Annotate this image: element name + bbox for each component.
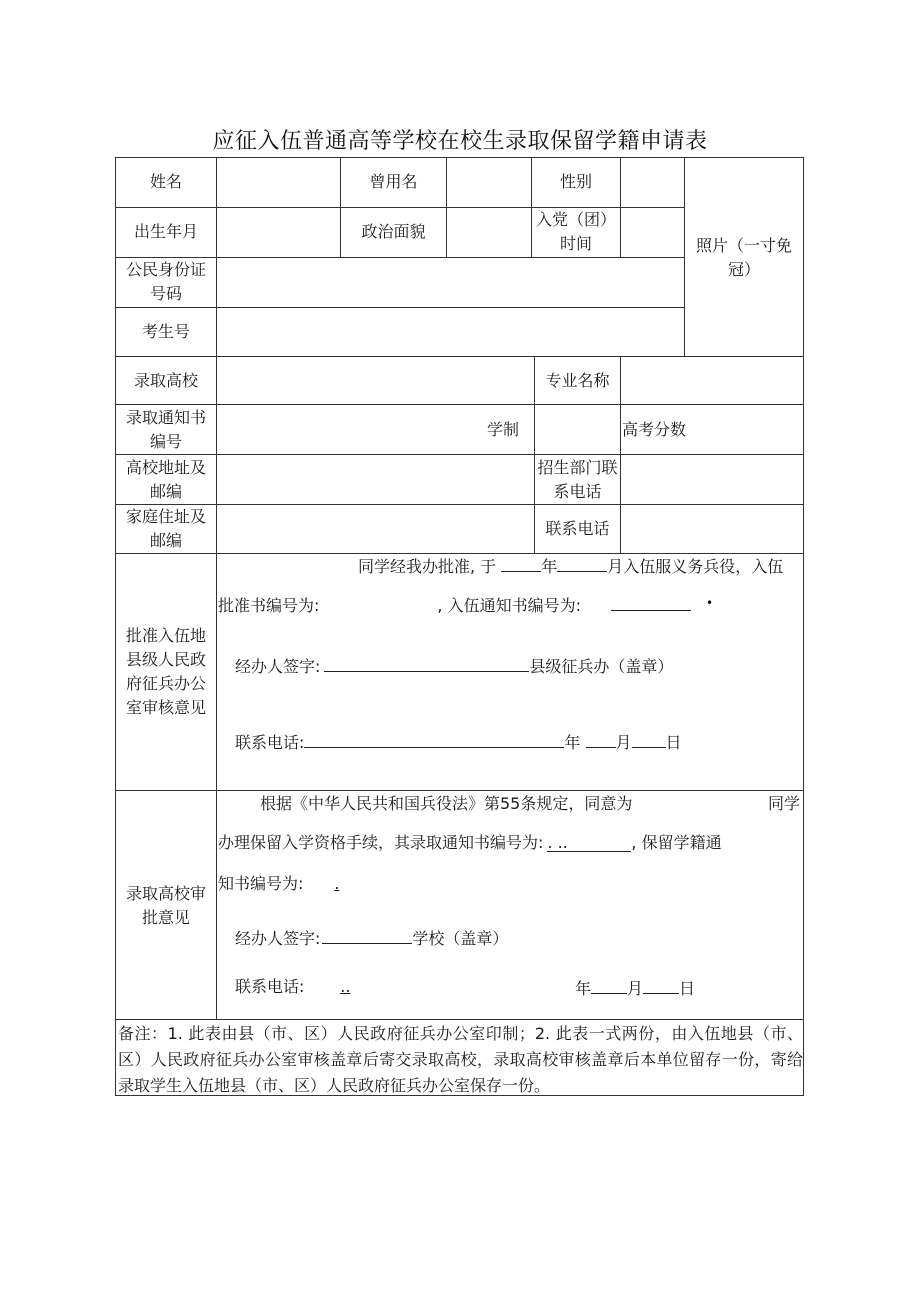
label-addr-line1: 高校地址及 bbox=[125, 458, 206, 477]
county-sign-line: 经办人签字: 县级征兵办（盖章） bbox=[235, 653, 673, 679]
school-approval-line1: 根据《中华人民共和国兵役法》第55条规定，同意为 bbox=[260, 794, 633, 813]
county-label-line3: 府征兵办公 bbox=[125, 674, 206, 693]
county-label-line2: 县级人民政 bbox=[125, 650, 206, 669]
school-approval-line1-end: 同学 bbox=[768, 794, 801, 813]
label-political: 政治面貌 bbox=[361, 222, 426, 241]
label-home-line2: 邮编 bbox=[149, 531, 182, 550]
form-note: 备注：1. 此表由县（市、区）人民政府征兵办公室印制；2. 此表一式两份，由入伍地县（市、区）人民政府征兵办公室审核盖章后寄交录取高校，录取高校审核盖章后本单位留存一份，寄给录取学生入伍地县（市、区）人民政府征兵办公室保存一份。 bbox=[118, 1024, 803, 1095]
school-phone-line: 联系电话: .. bbox=[235, 977, 351, 996]
label-id-line1: 公民身份证 bbox=[125, 260, 206, 279]
label-gender: 性别 bbox=[559, 172, 592, 191]
label-duration: 学制 bbox=[487, 420, 520, 439]
label-name: 姓名 bbox=[149, 172, 182, 191]
label-enroll-line1: 招生部门联 bbox=[537, 458, 618, 477]
county-label-line4: 室审核意见 bbox=[125, 698, 206, 717]
label-notice-line1: 录取通知书 bbox=[125, 408, 206, 427]
county-dot-mark: • bbox=[706, 596, 714, 610]
label-birth: 出生年月 bbox=[133, 222, 198, 241]
label-score: 高考分数 bbox=[622, 420, 687, 439]
label-home-line1: 家庭住址及 bbox=[125, 507, 206, 526]
table-border bbox=[116, 158, 804, 1096]
label-party-line1: 入党（团） bbox=[535, 210, 616, 229]
label-addr-line2: 邮编 bbox=[149, 482, 182, 501]
label-enroll-line2: 系电话 bbox=[553, 482, 602, 501]
school-approval-line3: 知书编号为: . bbox=[218, 874, 340, 893]
label-admit-school: 录取高校 bbox=[133, 371, 198, 390]
county-label-line1: 批准入伍地 bbox=[125, 626, 206, 645]
school-label-line2: 批意见 bbox=[141, 908, 190, 927]
school-label-line1: 录取高校审 bbox=[125, 884, 206, 903]
label-former-name: 曾用名 bbox=[369, 172, 418, 191]
label-id-line2: 号码 bbox=[149, 284, 182, 303]
school-date-line: 年 月 日 bbox=[575, 975, 695, 1001]
label-exam-no: 考生号 bbox=[141, 322, 190, 341]
label-phone: 联系电话 bbox=[545, 519, 610, 538]
form-title: 应征入伍普通高等学校在校生录取保留学籍申请表 bbox=[212, 129, 708, 154]
label-major: 专业名称 bbox=[545, 371, 610, 390]
label-party-line2: 时间 bbox=[559, 234, 592, 253]
label-photo: 照片（一寸免冠） bbox=[695, 236, 792, 279]
school-sign-line: 经办人签字: 学校（盖章） bbox=[235, 925, 508, 951]
county-phone-line: 联系电话: 年 月 日 bbox=[235, 729, 682, 755]
label-notice-line2: 编号 bbox=[149, 432, 182, 451]
county-approval-line2: 批准书编号为: , 入伍通知书编号为: bbox=[218, 592, 691, 618]
school-approval-line2: 办理保留入学资格手续，其录取通知书编号为: . .. , 保留学籍通 bbox=[218, 833, 722, 852]
county-approval-line1: 同学经我办批准, 于 年 月入伍服义务兵役，入伍 bbox=[358, 553, 783, 579]
